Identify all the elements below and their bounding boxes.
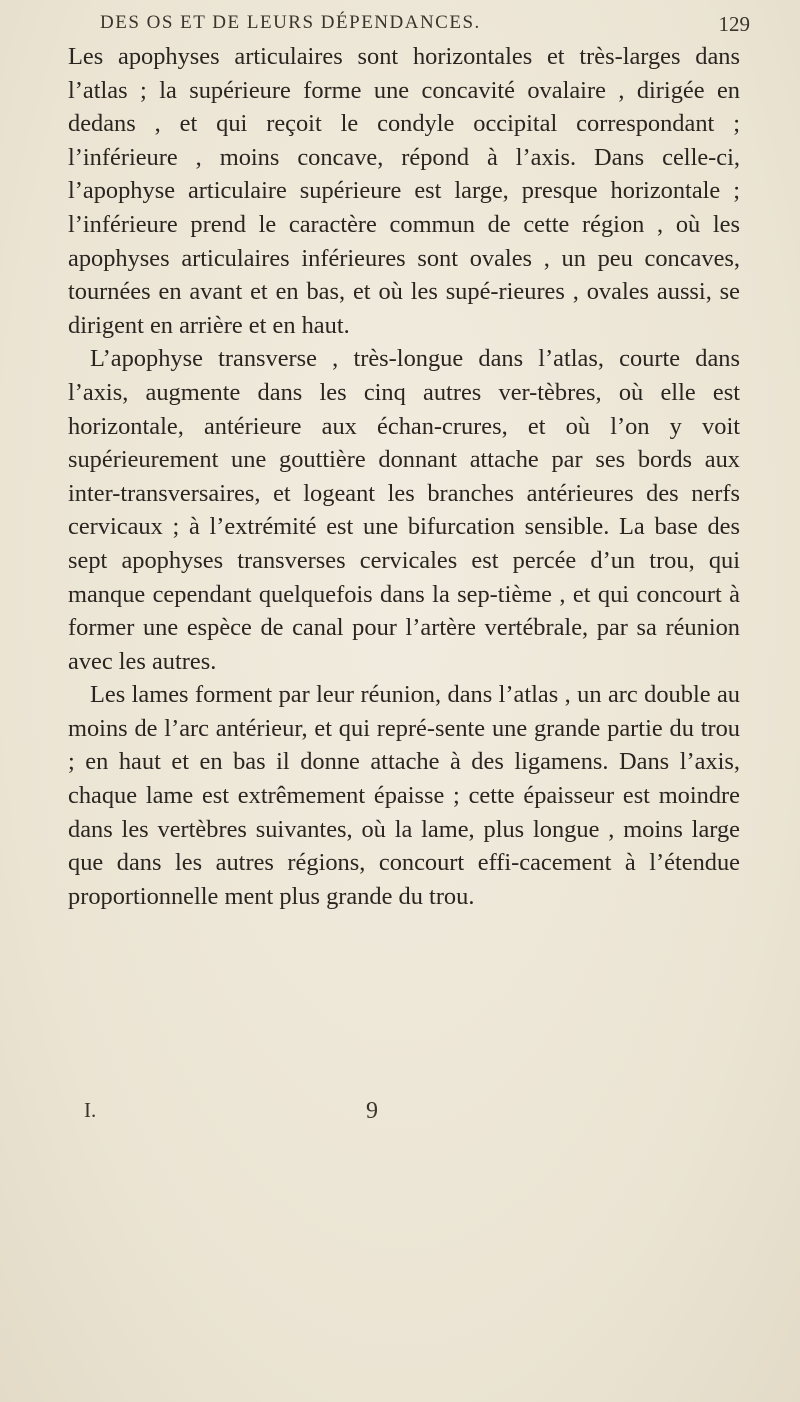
running-title: DES OS ET DE LEURS DÉPENDANCES. <box>100 12 481 33</box>
running-head <box>100 8 750 38</box>
page-footer <box>84 1098 684 1128</box>
paragraph-laminae: Les lames forment par leur réunion, dans l’atlas , un arc double au moins de l’arc antérieur, et qui repré-sente une grande partie du trou ; en haut et en bas il donne attache à des ligamens. Dans l’axis, chaque lame est extrêmement épaisse ; cette épaisseur est moindre dans les vertèbres suivantes, où la lame, plus longue , moins large que dans les autres régions, concourt effi-cacement à l’étendue proportionnelle ment plus grande du trou. <box>68 681 740 910</box>
signature-mark: 9 <box>366 1098 378 1124</box>
page-number: 129 <box>718 12 750 36</box>
paragraph-transverse-process: L’apophyse transverse , très-longue dans l’atlas, courte dans l’axis, augmente dans les cinq autres ver-tèbres, où elle est horizontale, antérieure aux échan-crures, et où l’on y voit supérieurement une gouttière donnant attache par ses bords aux inter-transversaires, et logeant les branches antérieures des nerfs cervicaux ; à l’extrémité est une bifurcation sensible. La base des sept apophyses transverses cervicales est percée d’un trou, qui manque cependant quelquefois dans la sep-tième , et qui concourt à former une espèce de canal pour l’artère vertébrale, par sa réunion avec les autres. <box>68 345 740 675</box>
body-text <box>68 40 740 913</box>
paragraph-articular-processes: Les apophyses articulaires sont horizontales et très-larges dans l’atlas ; la supérieure forme une concavité ovalaire , dirigée en dedans , et qui reçoit le condyle occipital correspondant ; l’inférieure , moins concave, répond à l’axis. Dans celle-ci, l’apophyse articulaire supérieure est large, presque horizontale ; l’inférieure prend le caractère commun de cette région , où les apophyses articulaires inférieures sont ovales , un peu concaves, tournées en avant et en bas, et où les supé-rieures , ovales aussi, se dirigent en arrière et en haut. <box>68 43 740 339</box>
volume-mark: I. <box>84 1098 97 1122</box>
